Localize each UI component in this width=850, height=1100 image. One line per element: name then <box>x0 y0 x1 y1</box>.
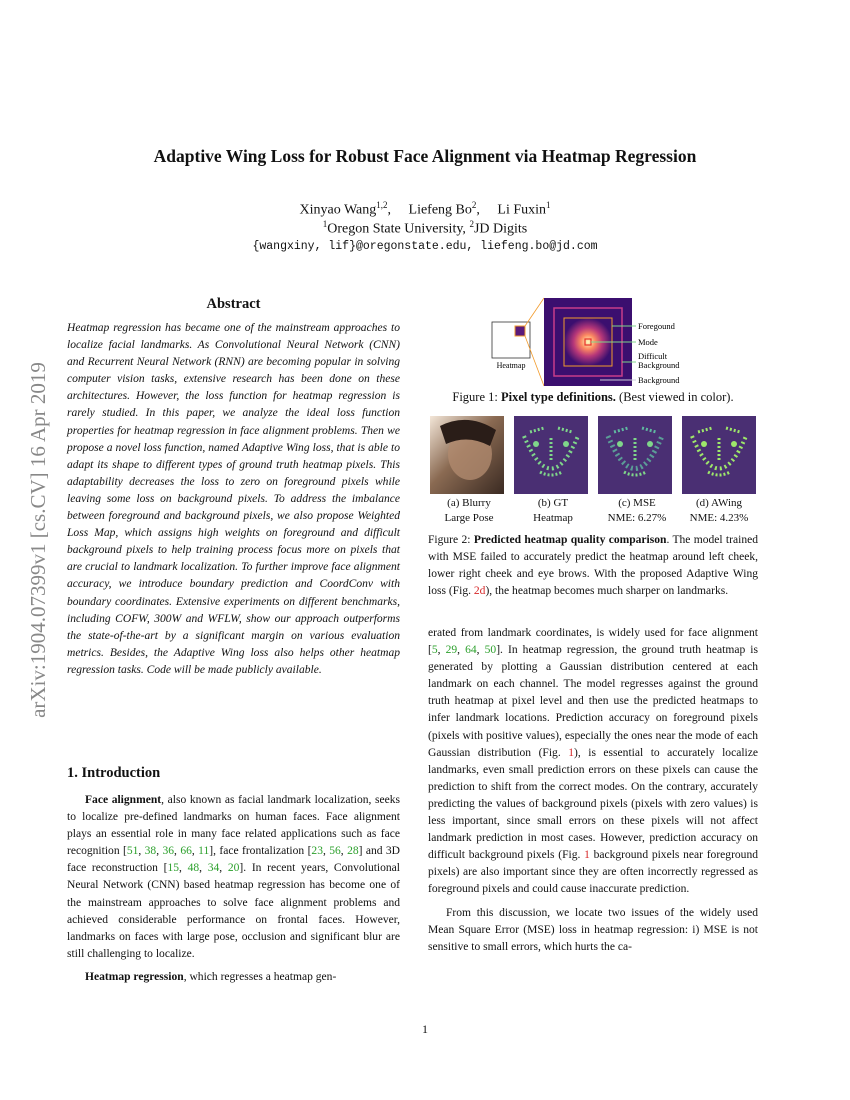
caption-bold: Predicted heatmap quality comparison <box>473 534 667 546</box>
abstract-text: Heatmap regression has became one of the mainstream approaches to localize facial landmarks. As Convolutional Neural Network (CNN) and Recurrent Neural Network (RNN) are becoming popular in solving computer vision tasks, extensive research has been done on these architectures. However, the loss function for heatmap regression is rarely studied. In this paper, we analyze the ideal loss function properties for heatmap regression in face alignment problems. Then we propose a novel loss function, named Adaptive Wing loss, that is able to adapt its shape to different types of ground truth heatmap pixels. This adaptability decreases the loss to zero on foreground pixels while leaving some loss on background pixels. To address the imbalance between foreground and background pixels, we also propose Weighted Loss Map, which assigns high weights on foreground and difficult background pixels to help training process focus more on pixels that are crucial to landmark localization. To further improve face alignment accuracy, we introduce boundary prediction and CoordConv with boundary coordinates. Extensive experiments on different benchmarks, including COFW, 300W and WFLW, show our approach outperforms the state-of-the-art by a significant margin on various evaluation metrics. Besides, the Adaptive Wing loss also helps other heatmap regression tasks. Code will be made publicly available. <box>67 322 400 676</box>
blurry-face-image <box>430 416 504 494</box>
bold-term: Heatmap regression <box>85 970 184 983</box>
paragraph: Face alignment, also known as facial landmark localization, seeks to localize pre-defined landmarks on human faces. Face alignment plays an essential role in many face related applications such as face recognition [51, 38, 36, 66, 11], face frontalization [23, 56, 28] and 3D face reconstruction [15, 48, 34, 20]. In recent years, Convolutional Neural Network (CNN) based heatmap regression has become one of the mainstream approaches to solve face alignment problems and achieved considerable performance on frontal faces. However, landmarks on faces with large pose, occlusion and significant blur are still challenging to localize. <box>67 794 401 960</box>
author-name: Liefeng Bo <box>408 202 472 218</box>
text-span: , also known as facial landmark localization, seeks to localize pre-defined landmarks on human faces. Face alignment plays an essential role in many face related applications such as face recognition [ <box>67 794 401 858</box>
caption-bold: Pixel type definitions. <box>500 390 616 404</box>
paragraph: erated from landmark coordinates, is widely used for face alignment [5, 29, 64, 50]. In heatmap regression, the ground truth heatmap is generated by plotting a Gaussian distribution centered at each landmark on each channel. The model regresses against the ground truth heatmap at pixel level and then use the predicted heatmaps to infer landmark locations. Prediction accuracy on foreground pixels (pixels with positive values), especially the ones near the mode of each Gaussian distribution (Fig. 1), is essential to accurately localize landmarks, even small prediction errors on these pixels can cause the prediction to shift from the correct modes. On the contrary, accurately predicting the values of background pixels (pixels with zero values) is less important, since small errors on these pixels will not affect landmark prediction in most cases. However, prediction accuracy on difficult background pixels (Fig. 1 background pixels near foreground pixels) are also important since they are often incorrectly regressed as foreground pixels and could cause inaccurate prediction. <box>428 627 759 896</box>
figure-ref-link[interactable]: 1 <box>584 849 590 862</box>
sublabel-line: (a) Blurry <box>447 497 491 509</box>
sublabel-line: NME: 4.23% <box>689 512 749 524</box>
affil-text: Oregon State University, <box>327 221 470 237</box>
citation-link[interactable]: 64 <box>465 644 477 657</box>
background-label: Background <box>638 375 680 385</box>
text-span: , which regresses a heatmap gen- <box>183 970 337 983</box>
citation-link[interactable]: 51 <box>126 845 139 858</box>
citation-link[interactable]: 34 <box>207 862 220 875</box>
mode-label: Mode <box>638 337 658 347</box>
paragraph: From this discussion, we locate two issues of the widely used Mean Square Error (MSE) loss in heatmap regression: i) MSE is not sensitive to small errors, which hurts the ca- <box>428 906 758 953</box>
affil-mark: 1 <box>322 219 328 229</box>
author-affil-mark: 1,2 <box>376 200 388 210</box>
affil-mark: 2 <box>469 219 474 229</box>
citation-link[interactable]: 28 <box>347 845 359 858</box>
citation-link[interactable]: 29 <box>445 644 458 657</box>
section-heading: 1. Introduction <box>67 765 161 781</box>
sublabel-c <box>596 496 678 526</box>
sublabel-line: Heatmap <box>533 512 573 524</box>
figure-2-caption <box>428 532 758 600</box>
affil-text: JD Digits <box>473 221 528 237</box>
difficult-label: Difficult <box>638 351 668 361</box>
author-name: Xinyao Wang <box>299 202 377 218</box>
author-emails: {wangxiny, lif}@oregonstate.edu, liefeng.bo@jd.com <box>252 240 598 253</box>
text-span: background pixels near foreground pixels) are also important since they are often incorrectly regressed as foreground pixels and could cause inaccurate prediction. <box>428 849 759 896</box>
caption-prefix: Figure 1: <box>452 390 501 404</box>
figure-1-caption <box>428 390 758 405</box>
intro-body <box>67 792 400 986</box>
gt-heatmap-image <box>514 416 588 494</box>
caption-text: ), the heatmap becomes much sharper on landmarks. <box>485 585 729 598</box>
author-name: Li Fuxin <box>497 202 547 218</box>
citation-link[interactable]: 56 <box>329 845 341 858</box>
heatmap-thumb <box>515 326 525 336</box>
sublabel-line: (b) GT <box>537 497 569 509</box>
text-span: ]. In recent years, Convolutional Neural Network (CNN) based heatmap regression has become one of the mainstream approaches to solve face alignment problems and achieved considerable performance on frontal faces. However, landmarks on faces with large pose, occlusion and significant blur are still challenging to localize. <box>67 862 401 960</box>
sublabel-line: NME: 6.27% <box>607 512 667 524</box>
awing-heatmap-image <box>682 416 756 494</box>
sublabel-line: (c) MSE <box>618 497 656 509</box>
citation-link[interactable]: 38 <box>144 845 157 858</box>
foreground-label: Foregound <box>638 321 675 331</box>
author-list <box>0 200 850 219</box>
author-sep: , <box>387 202 392 218</box>
mse-heatmap-image <box>598 416 672 494</box>
figure-1-pixel-types <box>490 296 760 388</box>
figure-2-heatmaps <box>430 416 760 494</box>
author-affil-mark: 2 <box>471 200 477 210</box>
paragraph <box>67 969 400 986</box>
difficult-bg-label: Background <box>638 360 680 370</box>
figure-ref-link[interactable]: 1 <box>568 746 574 759</box>
text-span: ] and 3D face reconstruction [ <box>67 845 401 875</box>
citation-link[interactable]: 36 <box>162 845 175 858</box>
right-column-body <box>428 625 758 956</box>
sublabel-a <box>428 496 510 526</box>
text-span: ]. In heatmap regression, the ground truth heatmap is generated by plotting a Gaussian distribution centered at each landmark on each channel. The model regresses against the ground truth heatmap at pixel level and then use the predicted heatmaps to infer landmark locations. Prediction accuracy on foreground pixels (pixels with positive values), especially the ones near the mode of each Gaussian distribution (Fig. <box>428 644 759 759</box>
arxiv-stamp: arXiv:1904.07399v1 [cs.CV] 16 Apr 2019 <box>26 362 50 718</box>
bold-term: Face alignment <box>85 794 162 806</box>
caption-prefix: Figure 2: <box>428 534 474 546</box>
citation-link[interactable]: 48 <box>187 862 200 875</box>
sublabel-d <box>678 496 760 526</box>
affiliations <box>0 219 850 238</box>
caption-text: (Best viewed in color). <box>615 390 734 404</box>
author-sep: , <box>476 202 480 218</box>
text-span: ], face frontalization [ <box>209 845 312 858</box>
citation-link[interactable]: 11 <box>198 845 210 858</box>
heatmap-label: Heatmap <box>496 361 526 370</box>
sublabel-line: (d) AWing <box>695 497 743 509</box>
citation-link[interactable]: 50 <box>484 644 497 657</box>
caption-text: . The model trained with MSE failed to accurately predict the heatmap around left cheek, lower right cheek and eye brows. With the proposed Adaptive Wing loss (Fig. <box>428 534 758 598</box>
figure-ref-link[interactable]: 2d <box>473 585 486 598</box>
text-span: ), is essential to accurately localize landmarks, even small prediction errors on these pixels can cause the prediction to shift from the correct modes. On the contrary, accurately predicting the values of background pixels (pixels with zero values) is less important, since small errors on these pixels will not affect landmark prediction in most cases. However, prediction accuracy on difficult background pixels (Fig. <box>428 746 758 862</box>
citation-link[interactable]: 66 <box>180 845 192 858</box>
citation-link[interactable]: 23 <box>311 845 323 858</box>
abstract-heading: Abstract <box>206 296 261 312</box>
paper-title: Adaptive Wing Loss for Robust Face Alignment via Heatmap Regression <box>153 146 697 166</box>
page-number: 1 <box>422 1022 428 1036</box>
text-span: erated from landmark coordinates, is widely used for face alignment [ <box>428 627 758 657</box>
sublabel-b <box>512 496 594 526</box>
citation-link[interactable]: 15 <box>167 862 180 875</box>
citation-link[interactable]: 20 <box>227 862 240 875</box>
author-affil-mark: 1 <box>546 200 551 210</box>
citation-link[interactable]: 5 <box>431 644 438 657</box>
sublabel-line: Large Pose <box>444 512 494 524</box>
